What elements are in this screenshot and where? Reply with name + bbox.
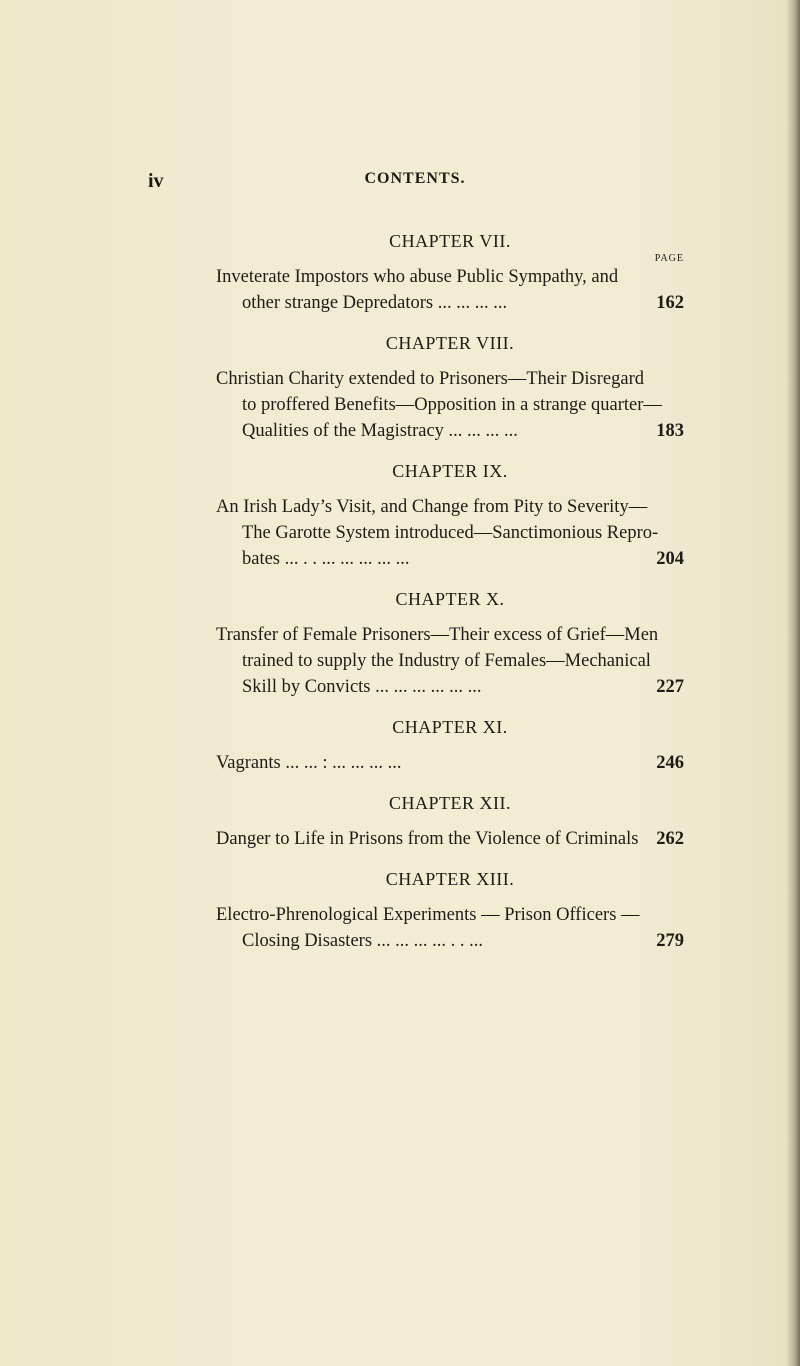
chapter-heading: CHAPTER XII.: [389, 793, 511, 813]
chapter-entry: [216, 494, 684, 572]
entry-line: Closing Disasters ... ... ... ... . . ...: [242, 931, 484, 951]
entry-line: Vagrants ... ... : ... ... ... ...: [216, 753, 402, 773]
entry-page-number: 162: [656, 293, 684, 313]
chapter-heading: CHAPTER X.: [395, 589, 505, 609]
chapter-xii: [216, 790, 684, 852]
chapter-viii: [216, 330, 684, 444]
chapter-entry: [216, 902, 684, 954]
entry-line: bates ... . . ... ... ... ... ...: [242, 549, 410, 569]
chapter-xiii: [216, 866, 684, 954]
entry-line: The Garotte System introduced—Sanctimonious Repro-: [242, 523, 659, 543]
entry-line: Christian Charity extended to Prisoners—Their Disregard: [216, 369, 644, 389]
chapter-entry: [216, 366, 684, 444]
chapter-heading: CHAPTER VIII.: [385, 333, 515, 353]
running-title: CONTENTS.: [364, 170, 466, 187]
entry-line: Danger to Life in Prisons from the Violence of Criminals: [216, 829, 639, 849]
entry-line: An Irish Lady’s Visit, and Change from Pity to Severity—: [216, 497, 648, 517]
entry-page-number: 262: [656, 829, 684, 849]
chapter-heading: CHAPTER IX.: [392, 461, 508, 481]
entry-line: Skill by Convicts ... ... ... ... ... ...: [242, 677, 482, 697]
entry-line: Qualities of the Magistracy ... ... ... ...: [242, 421, 518, 441]
entry-line: to proffered Benefits—Opposition in a strange quarter—: [242, 395, 662, 415]
entry-page-number: 183: [656, 421, 684, 441]
chapter-vii: [216, 228, 684, 316]
chapter-heading: CHAPTER XIII.: [385, 869, 515, 889]
page-column-label: PAGE: [654, 253, 684, 264]
running-head: [148, 170, 682, 196]
chapter-entry: [216, 826, 684, 852]
entry-page-number: 246: [656, 753, 684, 773]
entry-line: Inveterate Impostors who abuse Public Sympathy, and: [216, 267, 619, 287]
table-of-contents: [216, 228, 684, 968]
chapter-entry: [216, 750, 684, 776]
entry-page-number: 279: [656, 931, 684, 951]
entry-line: Transfer of Female Prisoners—Their excess of Grief—Men: [216, 625, 659, 645]
chapter-ix: [216, 458, 684, 572]
chapter-entry: [216, 622, 684, 700]
chapter-xi: [216, 714, 684, 776]
page-edge-shadow: [786, 0, 800, 1366]
entry-page-number: 227: [656, 677, 684, 697]
chapter-heading: CHAPTER XI.: [392, 717, 508, 737]
entry-page-number: 204: [656, 549, 684, 569]
chapter-entry: [216, 264, 684, 316]
page-folio: iv: [148, 170, 164, 192]
entry-line: trained to supply the Industry of Females—Mechanical: [242, 651, 651, 671]
entry-line: Electro-Phrenological Experiments — Prison Officers —: [216, 905, 640, 925]
chapter-x: [216, 586, 684, 700]
entry-line: other strange Depredators ... ... ... ...: [242, 293, 508, 313]
chapter-heading: CHAPTER VII.: [389, 231, 511, 251]
